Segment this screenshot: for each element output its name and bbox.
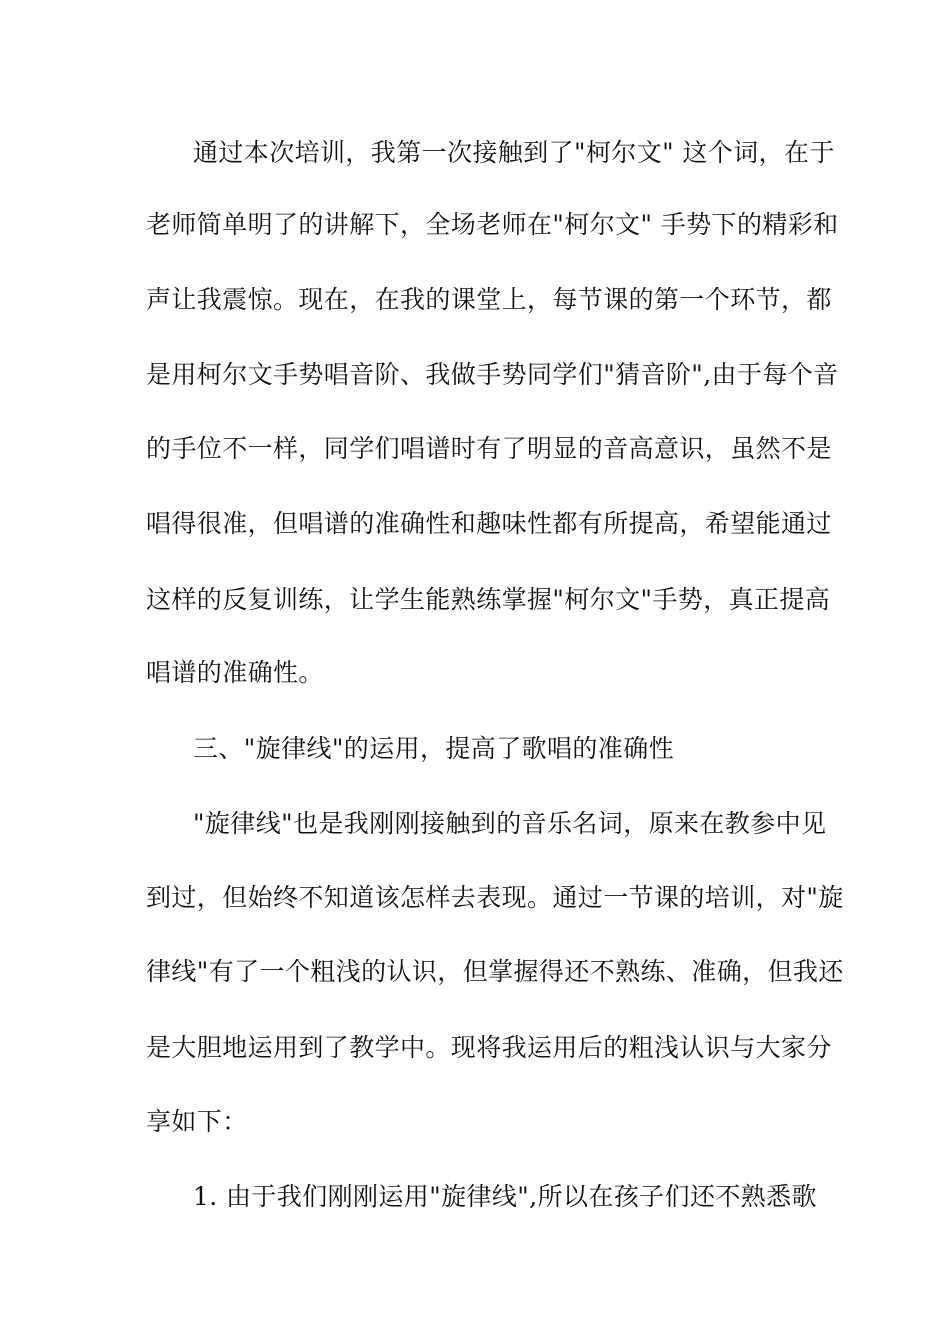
list-item-1: 1. 由于我们刚刚运用"旋律线",所以在孩子们还不熟悉歌: [193, 1182, 817, 1211]
paragraph-1-line-7: 这样的反复训练，让学生能熟练掌握"柯尔文"手势，真正提高: [146, 585, 831, 614]
section-heading-3: 三、"旋律线"的运用，提高了歌唱的准确性: [193, 734, 674, 763]
paragraph-2-line-5: 享如下：: [146, 1107, 248, 1136]
paragraph-2-line-3: 律线"有了一个粗浅的认识，但掌握得还不熟练、准确，但我还: [146, 957, 844, 986]
paragraph-2-line-1: "旋律线"也是我刚刚接触到的音乐名词，原来在教参中见: [193, 809, 827, 838]
paragraph-1-line-5: 的手位不一样，同学们唱谱时有了明显的音高意识，虽然不是: [146, 434, 832, 463]
paragraph-1-line-2: 老师简单明了的讲解下，全场老师在"柯尔文" 手势下的精彩和: [146, 210, 839, 239]
paragraph-2-line-4: 是大胆地运用到了教学中。现将我运用后的粗浅认识与大家分: [146, 1033, 832, 1062]
paragraph-1-line-8: 唱谱的准确性。: [146, 658, 324, 687]
paragraph-1-line-6: 唱得很准，但唱谱的准确性和趣味性都有所提高，希望能通过: [146, 509, 832, 538]
paragraph-1-line-3: 声让我震惊。现在，在我的课堂上，每节课的第一个环节，都: [146, 285, 832, 314]
paragraph-2-line-2: 到过，但始终不知道该怎样去表现。通过一节课的培训，对"旋: [146, 883, 844, 912]
paragraph-1-line-1: 通过本次培训，我第一次接触到了"柯尔文" 这个词，在于: [193, 138, 835, 167]
paragraph-1-line-4: 是用柯尔文手势唱音阶、我做手势同学们"猜音阶",由于每个音: [146, 360, 839, 389]
